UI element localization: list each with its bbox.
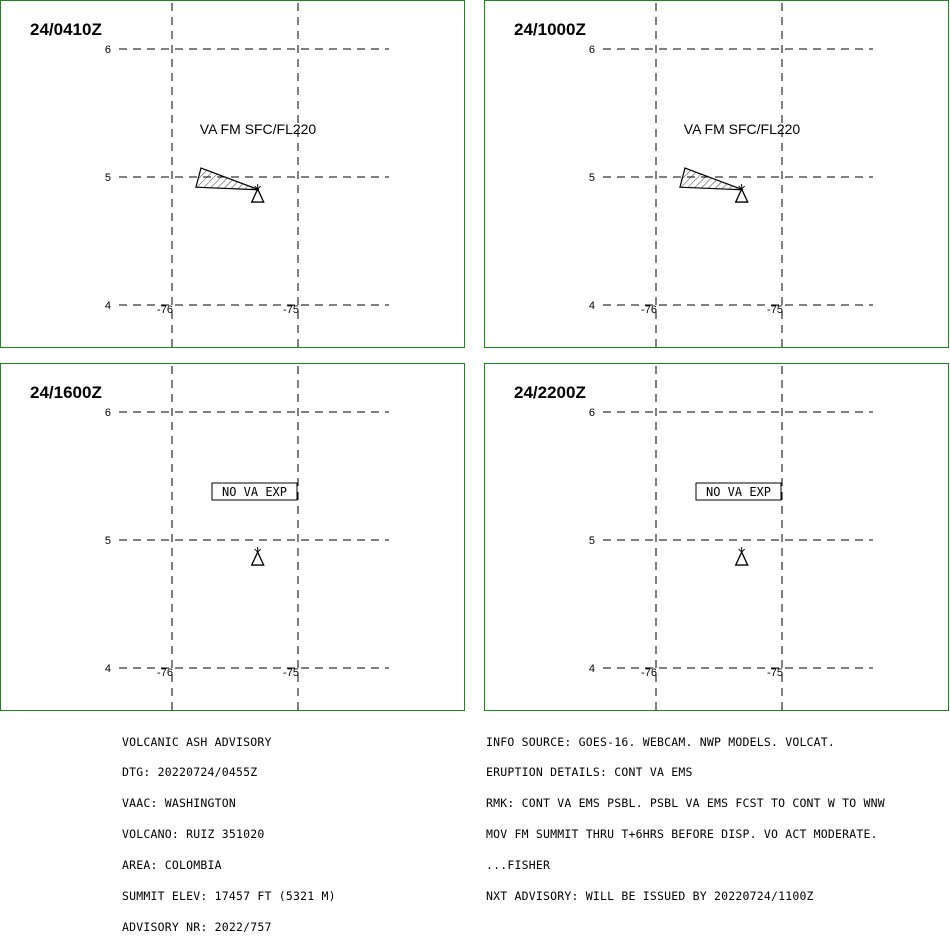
forecast-panel-1 — [484, 0, 949, 348]
advisory-line: AREA: COLOMBIA — [122, 858, 222, 873]
volcano-icon — [252, 552, 264, 565]
panel-time-0: 24/0410Z — [30, 20, 102, 39]
latitude-label: 5 — [588, 172, 595, 184]
latitude-label: 6 — [104, 44, 111, 56]
advisory-info-right — [486, 716, 885, 912]
panel-time-2: 24/1600Z — [30, 383, 102, 402]
panel-time-3: 24/2200Z — [514, 383, 586, 402]
longitude-label: -75 — [767, 304, 783, 316]
ash-cloud-area — [196, 168, 259, 190]
longitude-label: -76 — [157, 304, 173, 316]
map-grid-3 — [485, 364, 950, 712]
longitude-label: -76 — [157, 667, 173, 679]
map-grid-0 — [1, 1, 466, 349]
latitude-label: 4 — [104, 300, 111, 312]
volcano-icon — [252, 189, 264, 202]
latitude-label: 6 — [588, 407, 595, 419]
advisory-line: ERUPTION DETAILS: CONT VA EMS — [486, 765, 693, 780]
advisory-line: RMK: CONT VA EMS PSBL. PSBL VA EMS FCST TO CONT W TO WNW — [486, 796, 885, 811]
advisory-line: ADVISORY NR: 2022/757 — [122, 919, 272, 934]
longitude-label: -75 — [767, 667, 783, 679]
ash-level-label: VA FM SFC/FL220 — [199, 121, 317, 137]
latitude-label: 5 — [104, 172, 111, 184]
advisory-info-left — [122, 716, 336, 943]
longitude-label: -75 — [283, 304, 299, 316]
latitude-label: 6 — [104, 407, 111, 419]
latitude-label: 4 — [104, 663, 111, 675]
longitude-label: -75 — [283, 667, 299, 679]
advisory-line: MOV FM SUMMIT THRU T+6HRS BEFORE DISP. VO ACT MODERATE. — [486, 827, 878, 842]
panel-time-1: 24/1000Z — [514, 20, 586, 39]
volcano-eruption-marks — [739, 547, 745, 552]
longitude-label: -76 — [641, 667, 657, 679]
no-ash-label: NO VA EXP — [221, 485, 288, 499]
advisory-line: NXT ADVISORY: WILL BE ISSUED BY 20220724/1100Z — [486, 889, 814, 904]
advisory-line: VAAC: WASHINGTON — [122, 796, 236, 811]
advisory-line: VOLCANO: RUIZ 351020 — [122, 827, 265, 842]
latitude-label: 6 — [588, 44, 595, 56]
advisory-line: VOLCANIC ASH ADVISORY — [122, 734, 272, 749]
latitude-label: 4 — [588, 300, 595, 312]
advisory-line: SUMMIT ELEV: 17457 FT (5321 M) — [122, 889, 336, 904]
ash-cloud-area — [680, 168, 743, 190]
volcano-eruption-marks — [255, 547, 261, 552]
volcano-icon — [736, 552, 748, 565]
longitude-label: -76 — [641, 304, 657, 316]
latitude-label: 5 — [588, 535, 595, 547]
volcano-icon — [736, 189, 748, 202]
forecast-panel-0 — [0, 0, 465, 348]
advisory-line: DTG: 20220724/0455Z — [122, 765, 258, 780]
map-grid-1 — [485, 1, 950, 349]
map-grid-2 — [1, 364, 466, 712]
advisory-line: ...FISHER — [486, 858, 551, 873]
latitude-label: 5 — [104, 535, 111, 547]
latitude-label: 4 — [588, 663, 595, 675]
forecast-panel-3 — [484, 363, 949, 711]
forecast-panel-2 — [0, 363, 465, 711]
ash-level-label: VA FM SFC/FL220 — [683, 121, 801, 137]
advisory-line: INFO SOURCE: GOES-16. WEBCAM. NWP MODELS. VOLCAT. — [486, 734, 836, 749]
no-ash-label: NO VA EXP — [705, 485, 772, 499]
